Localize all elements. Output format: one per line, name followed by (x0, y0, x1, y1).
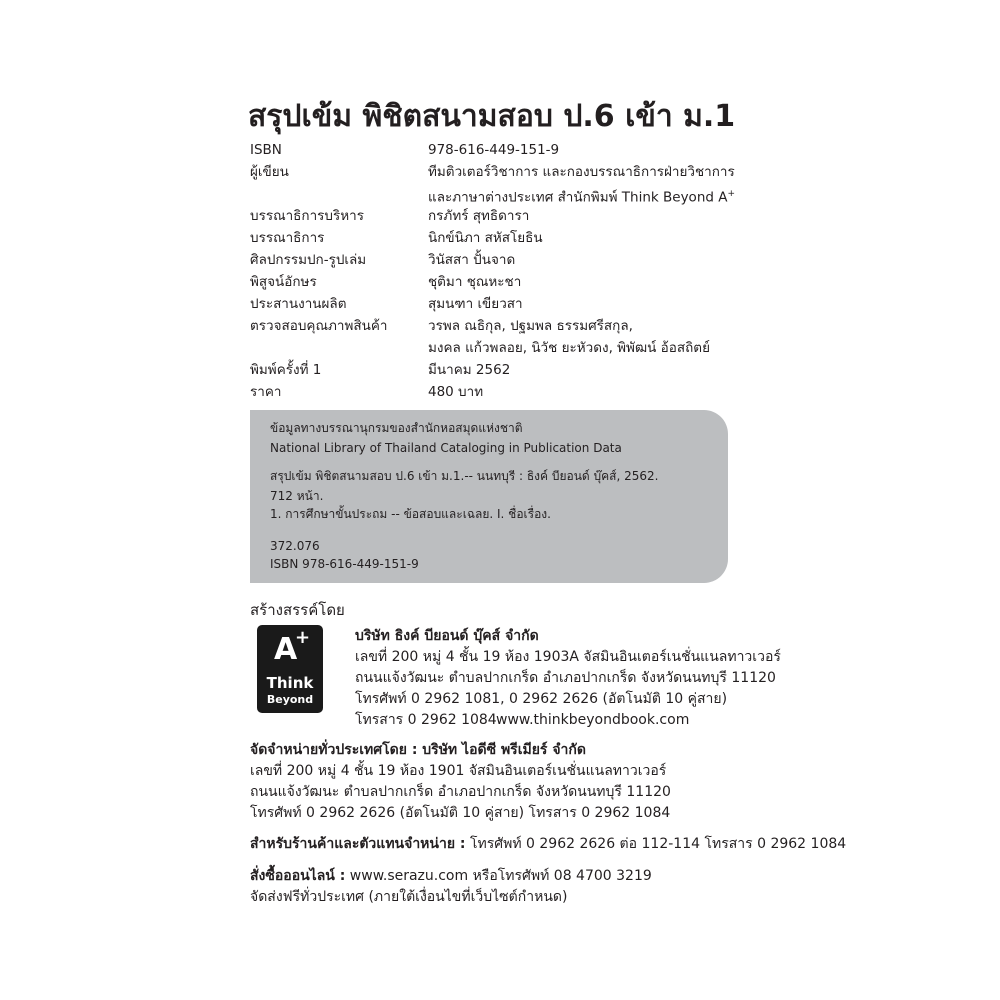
publisher-name: บริษัท ธิงค์ บียอนด์ บุ๊คส์ จำกัด (355, 628, 539, 644)
credit-label: พิมพ์ครั้งที่ 1 (250, 362, 322, 378)
credit-value: วินัสสา ปั้นจาด (428, 252, 516, 268)
publisher-fax: โทรสาร 0 2962 1084 (355, 712, 497, 728)
publisher-website[interactable]: www.thinkbeyondbook.com (496, 712, 690, 728)
cip-title-entry: สรุปเข้ม พิชิตสนามสอบ ป.6 เข้า ม.1.-- นนทบุรี : ธิงค์ บียอนด์ บุ๊คส์, 2562. (270, 469, 659, 483)
credit-value-cont: มงคล แก้วพลอย, นิวัช ยะหัวดง, พิพัฒน์ อ้อสถิตย์ (428, 340, 710, 356)
cip-isbn: ISBN 978-616-449-151-9 (270, 557, 419, 571)
credit-value-cont: และภาษาต่างประเทศ สำนักพิมพ์ Think Beyond A+ (428, 189, 736, 206)
credit-value: ทีมติวเตอร์วิชาการ และกองบรรณาธิการฝ่ายวิชาการ (428, 164, 735, 180)
cip-box (250, 410, 728, 583)
credit-value: 480 บาท (428, 384, 484, 400)
cip-heading-th: ข้อมูลทางบรรณานุกรมของสำนักหอสมุดแห่งชาติ (270, 421, 523, 435)
credit-label: ศิลปกรรมปก-รูปเล่ม (250, 252, 367, 268)
credit-value: สุมนฑา เขียวสา (428, 296, 523, 312)
dealer-label: สำหรับร้านค้าและตัวแทนจำหน่าย : (250, 836, 466, 852)
online-shipping-note: จัดส่งฟรีทั่วประเทศ (ภายใต้เงื่อนไขที่เว็บไซต์กำหนด) (250, 889, 568, 905)
credit-value: ชุติมา ชุณหะชา (428, 274, 522, 290)
online-text[interactable]: www.serazu.com หรือโทรศัพท์ 08 4700 3219 (349, 868, 652, 884)
credit-value: มีนาคม 2562 (428, 362, 511, 378)
credit-label: บรรณาธิการบริหาร (250, 208, 364, 224)
credit-label: ประสานงานผลิต (250, 296, 347, 312)
cip-subjects: 1. การศึกษาขั้นประถม -- ข้อสอบและเฉลย. I. ชื่อเรื่อง. (270, 507, 551, 521)
think-beyond-logo (257, 625, 323, 713)
dealer-text: โทรศัพท์ 0 2962 2626 ต่อ 112-114 โทรสาร 0 2962 1084 (469, 836, 847, 852)
distributor-heading: จัดจำหน่ายทั่วประเทศโดย : บริษัท ไอดีซี พรีเมียร์ จำกัด (250, 742, 586, 758)
book-title: สรุปเข้ม พิชิตสนามสอบ ป.6 เข้า ม.1 (248, 99, 736, 134)
publisher-address-2: ถนนแจ้งวัฒนะ ตำบลปากเกร็ด อำเภอปากเกร็ด จังหวัดนนทบุรี 11120 (355, 670, 776, 686)
credit-label: ผู้เขียน (250, 164, 289, 180)
distributor-address-1: เลขที่ 200 หมู่ 4 ชั้น 19 ห้อง 1901 จัสมินอินเตอร์เนชั่นแนลทาวเวอร์ (250, 763, 667, 779)
distributor-address-2: ถนนแจ้งวัฒนะ ตำบลปากเกร็ด อำเภอปากเกร็ด จังหวัดนนทบุรี 11120 (250, 784, 671, 800)
credit-value: 978-616-449-151-9 (428, 142, 560, 158)
credit-label: ISBN (250, 142, 282, 158)
cip-pages: 712 หน้า. (270, 489, 324, 503)
online-order (250, 866, 652, 886)
dealer-contact (250, 834, 846, 854)
distributor-phone: โทรศัพท์ 0 2962 2626 (อัตโนมัติ 10 คู่สาย) โทรสาร 0 2962 1084 (250, 805, 671, 821)
publisher-phone: โทรศัพท์ 0 2962 1081, 0 2962 2626 (อัตโนมัติ 10 คู่สาย) (355, 691, 728, 707)
credit-label: ตรวจสอบคุณภาพสินค้า (250, 318, 388, 334)
online-label: สั่งซื้อออนไลน์ : (250, 868, 346, 884)
credit-value: กรภัทร์ สุทธิดารา (428, 208, 530, 224)
logo-beyond: Beyond (266, 693, 314, 706)
created-by-heading: สร้างสรรค์โดย (250, 601, 345, 619)
publisher-address-1: เลขที่ 200 หมู่ 4 ชั้น 19 ห้อง 1903A จัสมินอินเตอร์เนชั่นแนลทาวเวอร์ (355, 649, 781, 665)
credit-label: พิสูจน์อักษร (250, 274, 317, 290)
credit-value: นิกข์นิภา สหัสโยธิน (428, 230, 543, 246)
credit-label: บรรณาธิการ (250, 230, 325, 246)
logo-a-letter: A (274, 632, 298, 667)
cip-heading-en: National Library of Thailand Cataloging in Publication Data (270, 441, 622, 455)
credit-label: ราคา (250, 384, 282, 400)
logo-think: Think (266, 674, 314, 692)
cip-classification: 372.076 (270, 539, 320, 553)
logo-plus: + (295, 627, 311, 648)
credit-value: วรพล ณธิกุล, ปฐมพล ธรรมศรีสกุล, (428, 318, 633, 334)
